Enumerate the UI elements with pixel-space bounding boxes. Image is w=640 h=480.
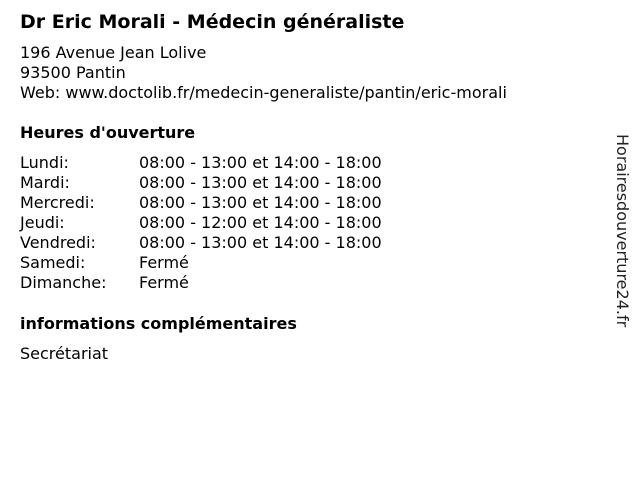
hours-time-value: 08:00 - 13:00 et 14:00 - 18:00	[139, 193, 382, 212]
page-title: Dr Eric Morali - Médecin généraliste	[20, 11, 405, 33]
hours-day-label: Vendredi:	[20, 233, 96, 252]
hours-row-thursday	[20, 213, 440, 233]
address-street: 196 Avenue Jean Lolive	[20, 43, 207, 62]
address-web: Web: www.doctolib.fr/medecin-generaliste/pantin/eric-morali	[20, 83, 507, 102]
opening-hours-heading: Heures d'ouverture	[20, 123, 196, 142]
hours-time-value: Fermé	[139, 273, 189, 292]
hours-day-label: Lundi:	[20, 153, 69, 172]
hours-row-wednesday	[20, 193, 440, 213]
hours-row-saturday	[20, 253, 440, 273]
hours-day-label: Jeudi:	[20, 213, 65, 232]
hours-row-sunday	[20, 273, 440, 293]
hours-row-monday	[20, 153, 440, 173]
hours-day-label: Mercredi:	[20, 193, 95, 212]
address-city: 93500 Pantin	[20, 63, 126, 82]
additional-info-text: Secrétariat	[20, 344, 109, 363]
hours-day-label: Samedi:	[20, 253, 86, 272]
hours-row-friday	[20, 233, 440, 253]
address-block	[20, 43, 507, 103]
site-watermark: Horairesdouverture24.fr	[613, 134, 632, 328]
hours-time-value: Fermé	[139, 253, 189, 272]
hours-time-value: 08:00 - 13:00 et 14:00 - 18:00	[139, 153, 382, 172]
hours-day-label: Dimanche:	[20, 273, 107, 292]
hours-day-label: Mardi:	[20, 173, 70, 192]
hours-row-tuesday	[20, 173, 440, 193]
hours-time-value: 08:00 - 13:00 et 14:00 - 18:00	[139, 233, 382, 252]
hours-time-value: 08:00 - 13:00 et 14:00 - 18:00	[139, 173, 382, 192]
additional-info-heading: informations complémentaires	[20, 314, 297, 333]
hours-time-value: 08:00 - 12:00 et 14:00 - 18:00	[139, 213, 382, 232]
opening-hours-list	[20, 153, 440, 293]
